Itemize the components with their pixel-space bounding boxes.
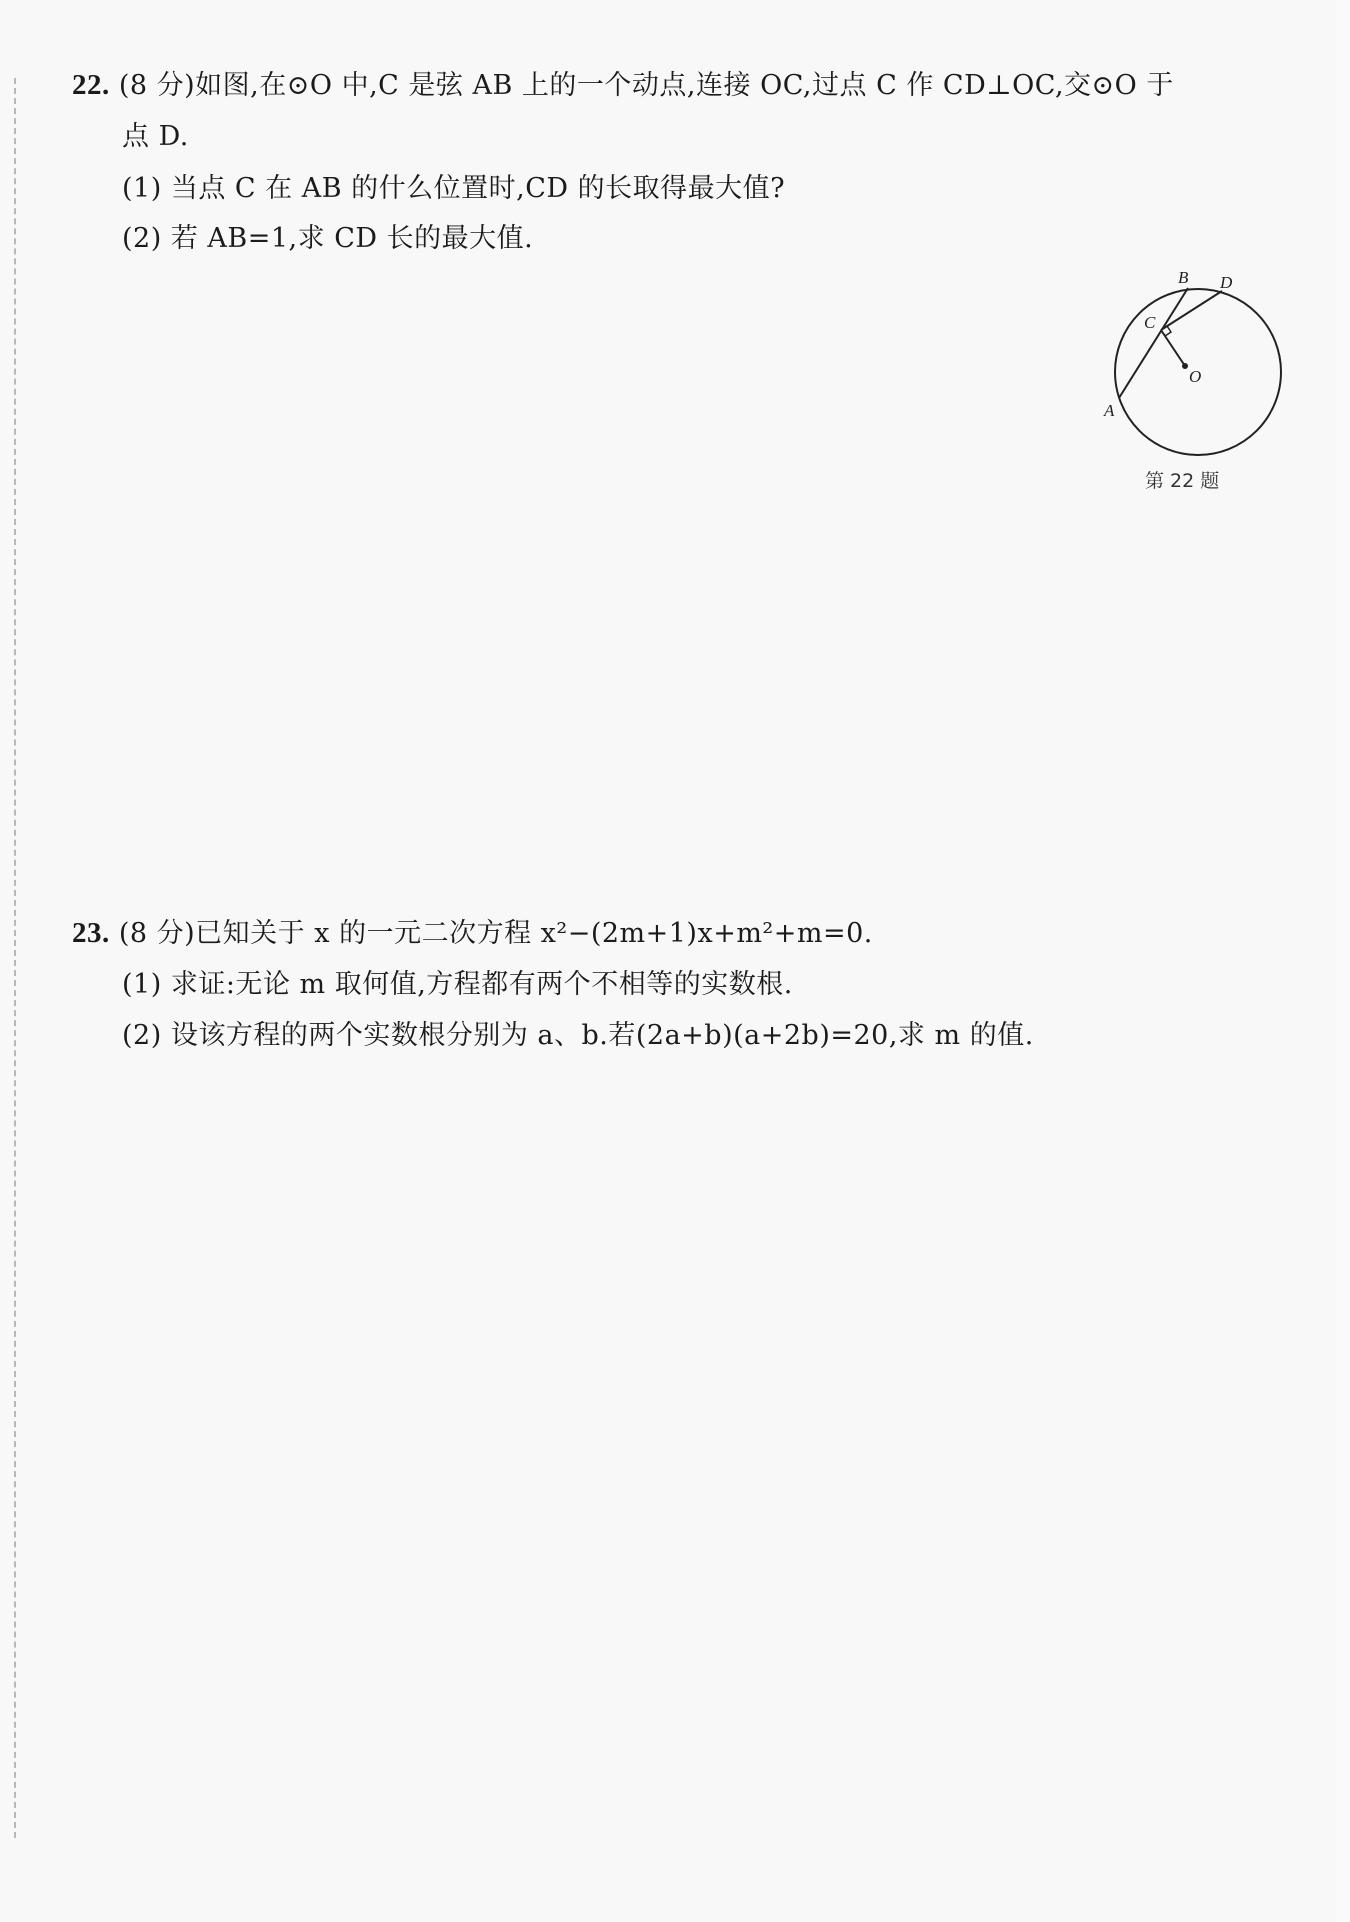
q22-part1: (1) 当点 C 在 AB 的什么位置时,CD 的长取得最大值? — [122, 173, 786, 204]
q23-line1 — [72, 916, 873, 951]
q23-stem: (8 分)已知关于 x 的一元二次方程 x²−(2m+1)x+m²+m=0. — [118, 918, 873, 949]
label-a: A — [1104, 401, 1115, 420]
q22-number: 22. — [72, 69, 110, 101]
center-point-o — [1182, 363, 1188, 369]
label-c: C — [1144, 313, 1156, 332]
q22-line2: 点 D. — [122, 121, 189, 152]
q23-part1: (1) 求证:无论 m 取何值,方程都有两个不相等的实数根. — [122, 969, 793, 1000]
binding-margin-line — [14, 78, 16, 1838]
q22-stem: (8 分)如图,在⊙O 中,C 是弦 AB 上的一个动点,连接 OC,过点 C 作 CD⊥OC,交⊙O 于 — [118, 70, 1174, 101]
q22-circle-figure — [1095, 262, 1295, 492]
label-d: D — [1220, 273, 1233, 292]
q23-number: 23. — [72, 917, 110, 949]
q22-line1 — [72, 68, 1174, 103]
label-b: B — [1178, 268, 1189, 287]
q22-figure-caption: 第 22 题 — [1145, 470, 1220, 492]
segment-oc — [1161, 330, 1185, 366]
segment-cd — [1161, 291, 1222, 330]
q23-part2: (2) 设该方程的两个实数根分别为 a、b.若(2a+b)(a+2b)=20,求 m 的值. — [122, 1020, 1034, 1051]
chord-ab — [1119, 288, 1188, 398]
q22-part2: (2) 若 AB=1,求 CD 长的最大值. — [122, 223, 534, 254]
label-o: O — [1189, 367, 1202, 386]
